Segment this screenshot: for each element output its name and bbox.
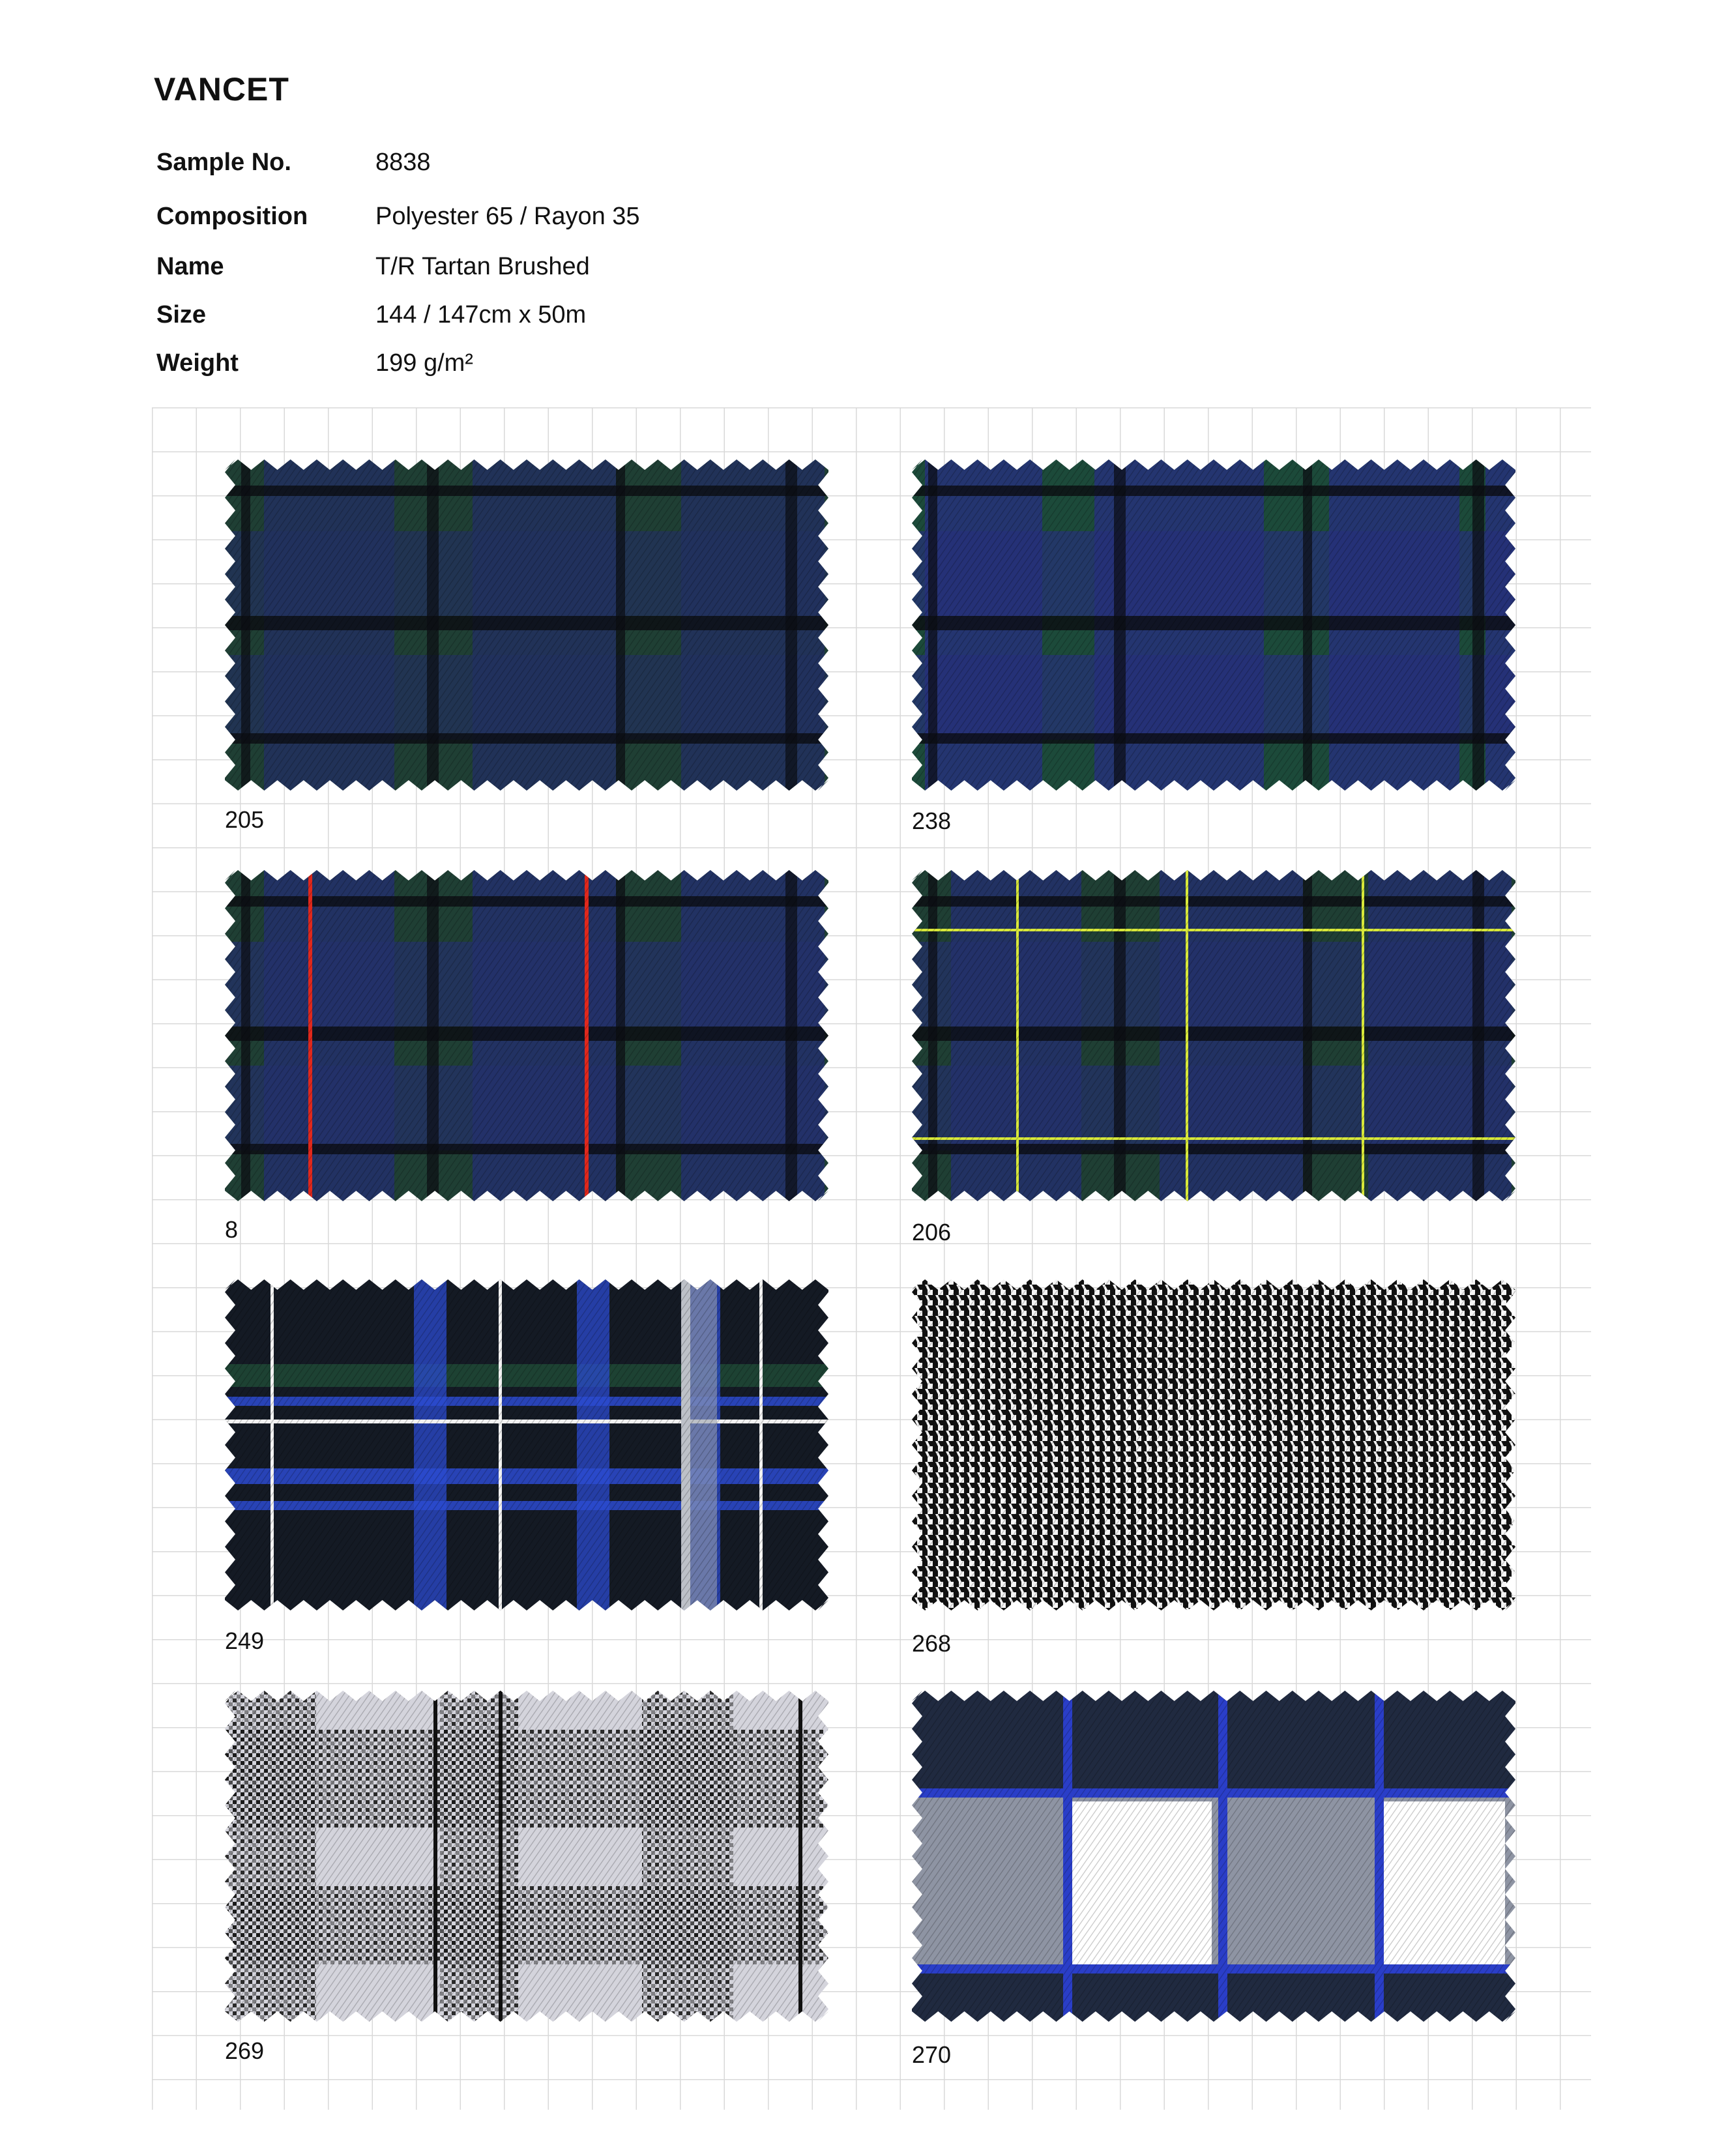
fabric-swatch-270[interactable] xyxy=(912,1691,1515,2022)
fabric-swatch-205[interactable] xyxy=(225,459,828,791)
spec-value: 8838 xyxy=(375,149,431,176)
spec-value: T/R Tartan Brushed xyxy=(375,253,590,280)
spec-value: 199 g/m² xyxy=(375,349,473,377)
spec-label: Weight xyxy=(156,349,239,377)
swatch-code-206: 206 xyxy=(912,1219,952,1246)
swatch-graphic xyxy=(225,1691,828,2022)
swatch-code-249: 249 xyxy=(225,1627,265,1654)
spec-label: Size xyxy=(156,301,207,328)
swatch-code-269: 269 xyxy=(225,2037,265,2064)
swatch-graphic xyxy=(912,1279,1515,1610)
fabric-swatch-269[interactable] xyxy=(225,1691,828,2022)
spec-value: 144 / 147cm x 50m xyxy=(375,301,587,328)
swatch-code-8: 8 xyxy=(225,1216,239,1243)
swatch-code-205: 205 xyxy=(225,806,265,833)
fabric-swatch-206[interactable] xyxy=(912,870,1515,1201)
spec-label: Name xyxy=(156,253,224,280)
swatch-code-268: 268 xyxy=(912,1630,952,1657)
swatch-graphic xyxy=(225,459,828,791)
brand-title: VANCET xyxy=(154,71,289,108)
swatch-code-270: 270 xyxy=(912,2041,952,2068)
swatch-graphic xyxy=(225,1279,828,1610)
spec-label: Sample No. xyxy=(156,149,291,176)
swatch-graphic xyxy=(912,870,1515,1201)
fabric-swatch-268[interactable] xyxy=(912,1279,1515,1610)
swatch-code-238: 238 xyxy=(912,808,952,834)
swatch-graphic xyxy=(912,459,1515,791)
swatch-graphic xyxy=(225,870,828,1201)
spec-label: Composition xyxy=(156,203,308,230)
fabric-swatch-249[interactable] xyxy=(225,1279,828,1610)
spec-value: Polyester 65 / Rayon 35 xyxy=(375,203,640,230)
fabric-swatch-8[interactable] xyxy=(225,870,828,1201)
fabric-swatch-238[interactable] xyxy=(912,459,1515,791)
swatch-graphic xyxy=(912,1691,1515,2022)
